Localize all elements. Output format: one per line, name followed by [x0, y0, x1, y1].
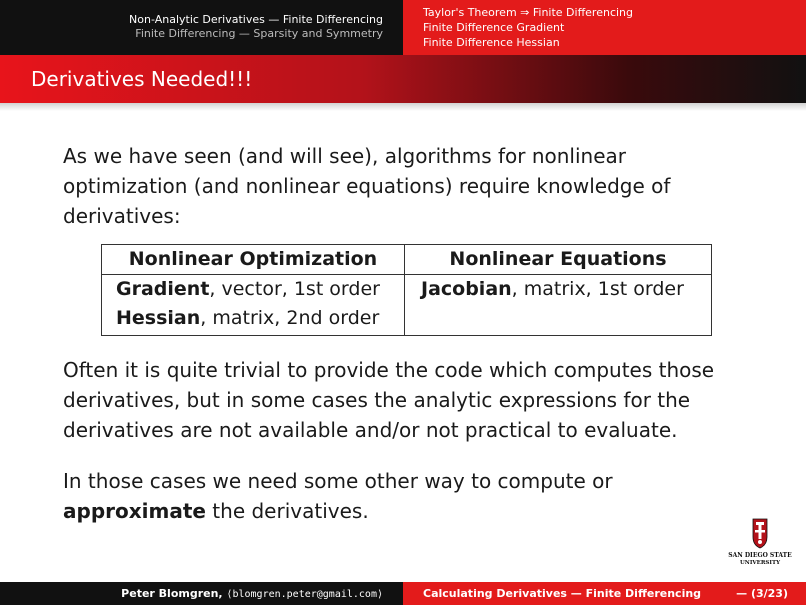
footer-page-number: — (3/23): [736, 587, 788, 600]
subsection-nav: [403, 0, 806, 55]
footer-talk-title: Calculating Derivatives — Finite Differencing: [423, 587, 702, 600]
term-hessian-desc: , matrix, 2nd order: [200, 307, 380, 329]
logo-line1: SAN DIEGO STATE: [728, 552, 792, 559]
logo-line2: UNIVERSITY: [740, 560, 780, 566]
para3-end: the derivatives.: [205, 499, 369, 523]
nav-subsection-hessian[interactable]: Finite Difference Hessian: [423, 36, 560, 49]
term-hessian: Hessian: [116, 307, 201, 329]
table-header-optimization: Nonlinear Optimization: [102, 245, 404, 275]
nav-subsection-taylor[interactable]: Taylor's Theorem ⇒ Finite Differencing: [423, 6, 634, 19]
term-jacobian-desc: , matrix, 1st order: [511, 278, 684, 300]
slide-content: [63, 141, 743, 231]
derivatives-table: [101, 244, 712, 336]
nav-section-non-analytic[interactable]: Non-Analytic Derivatives — Finite Differencing: [129, 13, 383, 26]
sdsu-shield-icon: [753, 519, 767, 548]
footer-author: [0, 582, 403, 605]
table-header-equations: Nonlinear Equations: [405, 245, 711, 275]
intro-paragraph: As we have seen (and will see), algorithms for nonlinear optimization (and nonlinear equations) require knowledge of derivatives:: [63, 144, 671, 228]
footer-bar: [0, 582, 806, 605]
section-nav: [0, 0, 403, 55]
paragraph-trivial: Often it is quite trivial to provide the code which computes those derivatives, but in some cases the analytic expressions for the derivatives are not available and/or not practical to evaluate.: [63, 358, 715, 442]
title-shadow: [0, 103, 806, 111]
frame-title: Derivatives Needed!!!: [31, 67, 253, 91]
table-row: [405, 275, 711, 304]
nav-section-sparsity[interactable]: Finite Differencing — Sparsity and Symmetry: [135, 27, 383, 40]
table-row: [102, 275, 404, 304]
paragraph-approximate: [63, 466, 753, 526]
para3-bold-approximate: approximate: [63, 499, 206, 523]
term-gradient: Gradient: [116, 278, 210, 300]
table-column-optimization: [102, 245, 405, 335]
footer-info: [403, 582, 806, 605]
term-gradient-desc: , vector, 1st order: [209, 278, 380, 300]
footer-author-name: Peter Blomgren,: [121, 587, 227, 600]
table-row: [102, 304, 404, 333]
table-column-equations: [405, 245, 711, 335]
para3-start: In those cases we need some other way to compute or: [63, 469, 613, 493]
term-jacobian: Jacobian: [421, 278, 512, 300]
footer-email: ⟨blomgren.peter@gmail.com⟩: [226, 589, 383, 600]
navigation-bar: [0, 0, 806, 55]
nav-subsection-gradient[interactable]: Finite Difference Gradient: [423, 21, 565, 34]
frame-title-bar: [0, 55, 806, 103]
sdsu-logo-icon: [728, 517, 792, 567]
